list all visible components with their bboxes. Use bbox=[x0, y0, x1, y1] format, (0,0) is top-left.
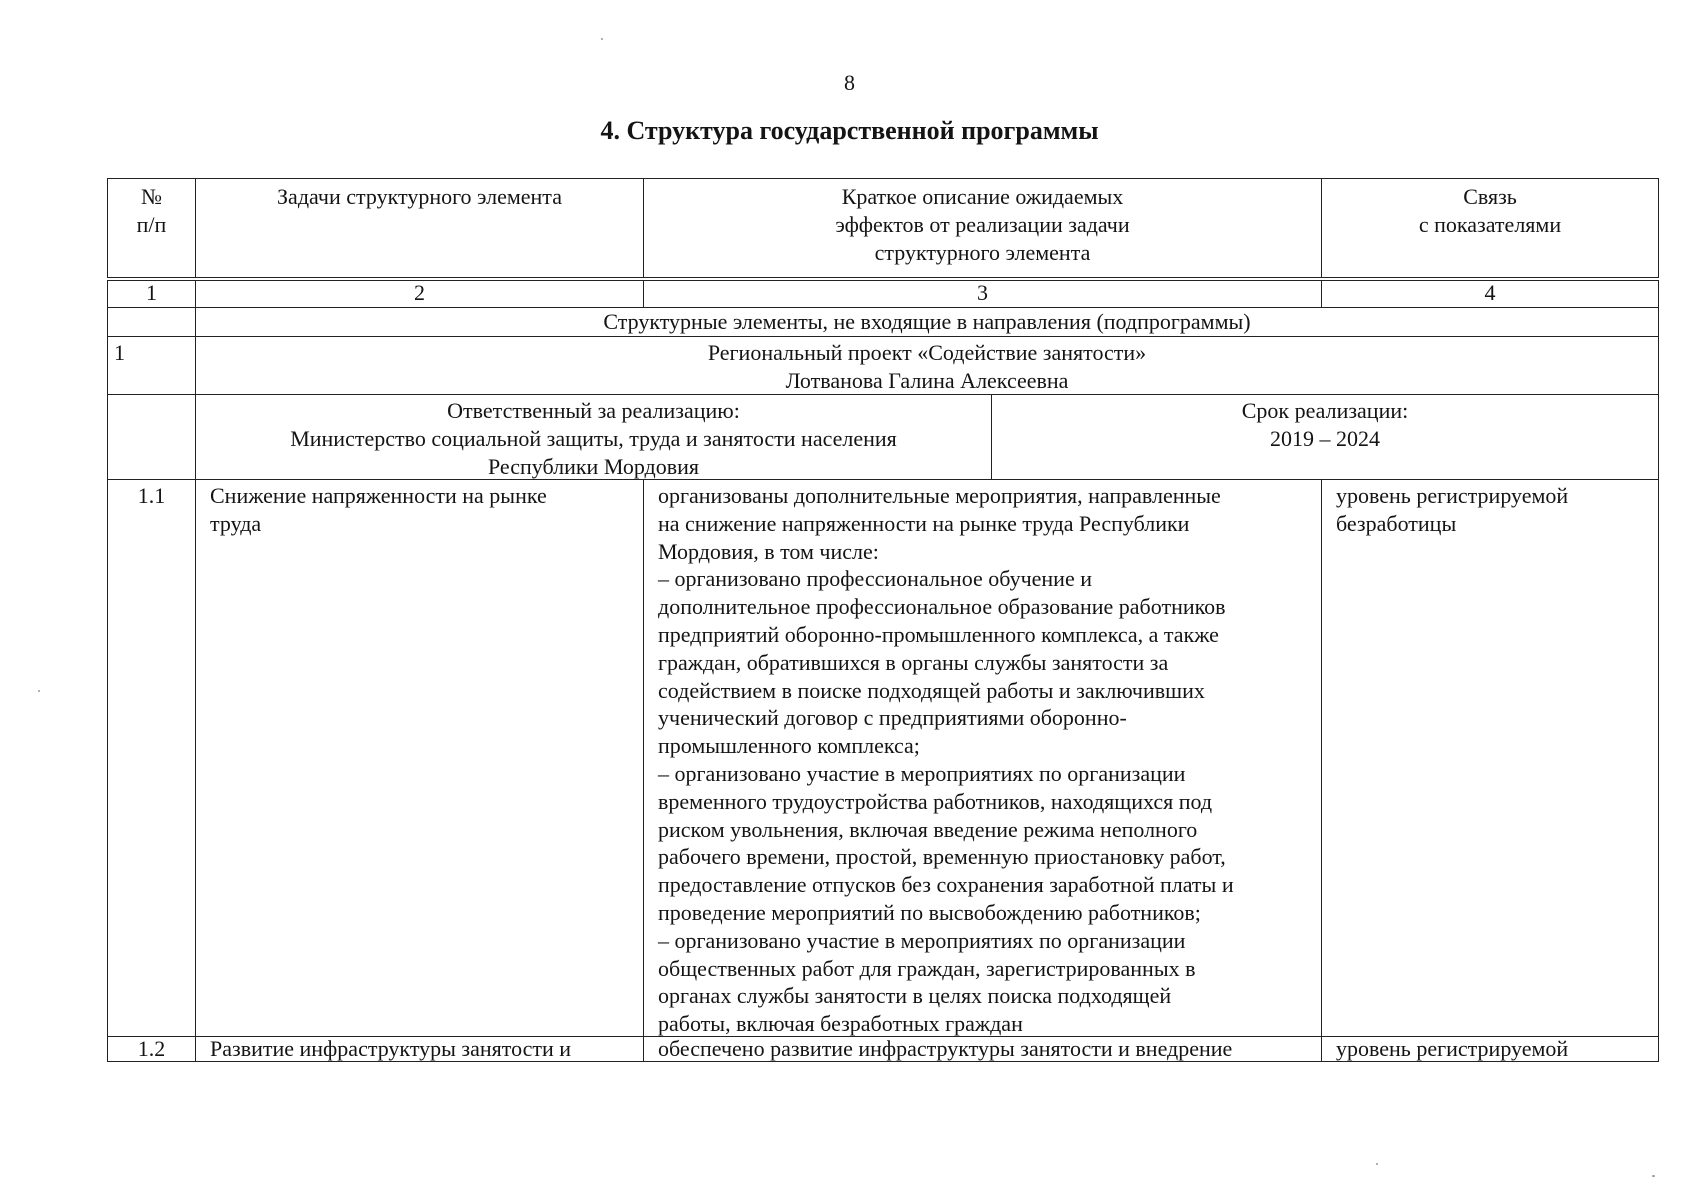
numbering-cell: 4 bbox=[1321, 280, 1659, 308]
header-cell-task bbox=[195, 178, 644, 278]
responsible-label: Ответственный за реализацию: bbox=[447, 398, 740, 423]
header-indicators-line: с показателями bbox=[1418, 211, 1562, 237]
term-label: Срок реализации: bbox=[1241, 398, 1409, 423]
effect-line: риском увольнения, включая введение режима неполного bbox=[658, 816, 1198, 842]
effect-line: Мордовия, в том числе: bbox=[658, 538, 879, 564]
effect-line: промышленного комплекса; bbox=[658, 733, 920, 759]
scan-speck bbox=[1652, 1175, 1655, 1177]
effect-line: дополнительное профессиональное образование работников bbox=[658, 594, 1226, 620]
header-task-label: Задачи структурного элемента bbox=[277, 184, 562, 209]
header-cell-indicators bbox=[1321, 178, 1659, 278]
numbering-cell: 1 bbox=[107, 280, 196, 308]
header-effects-line: Краткое описание ожидаемых bbox=[841, 184, 1124, 209]
scan-speck bbox=[601, 38, 603, 40]
effect-line: работы, включая безработных граждан bbox=[658, 1011, 1023, 1037]
header-indicators-line: Связь bbox=[1463, 184, 1517, 209]
effect-line: – организовано профессиональное обучение и bbox=[658, 566, 1092, 592]
header-number-line: № bbox=[141, 184, 162, 209]
page-number: 8 bbox=[844, 70, 855, 95]
effect-line: обеспечено развитие инфраструктуры занятости и внедрение bbox=[658, 1036, 1233, 1061]
project-title-cell bbox=[195, 336, 1659, 395]
row-effects bbox=[643, 1036, 1322, 1062]
effect-line: временного трудоустройства работников, находящихся под bbox=[658, 788, 1213, 814]
term-value: 2019 – 2024 bbox=[1270, 425, 1380, 451]
section-heading: Структурные элементы, не входящие в направления (подпрограммы) bbox=[195, 307, 1659, 337]
row-indicators bbox=[1321, 479, 1659, 1037]
effect-line: предприятий оборонно-промышленного комплекса, а также bbox=[658, 621, 1219, 647]
scan-speck bbox=[38, 690, 40, 692]
header-number-line: п/п bbox=[136, 211, 167, 237]
effect-line: проведение мероприятий по высвобождению работников; bbox=[658, 899, 1201, 925]
row-task bbox=[195, 1036, 644, 1062]
effect-line: рабочего времени, простой, временную приостановку работ, bbox=[658, 844, 1226, 870]
indicator-line: безработицы bbox=[1336, 510, 1457, 536]
effect-line: организованы дополнительные мероприятия, направленные bbox=[658, 483, 1221, 508]
responsible-cell bbox=[195, 394, 992, 480]
indicator-line: уровень регистрируемой bbox=[1336, 483, 1569, 508]
term-cell bbox=[991, 394, 1659, 480]
effect-line: граждан, обратившихся в органы службы занятости за bbox=[658, 649, 1169, 675]
row-effects bbox=[643, 479, 1322, 1037]
responsible-number-cell bbox=[107, 394, 196, 480]
task-line: труда bbox=[210, 510, 262, 536]
header-effects-line: структурного элемента bbox=[874, 239, 1091, 265]
scan-speck bbox=[1376, 1163, 1378, 1165]
row-number: 1.1 bbox=[107, 479, 196, 1037]
task-line: Снижение напряженности на рынке bbox=[210, 483, 547, 508]
header-cell-effects bbox=[643, 178, 1322, 278]
effect-line: – организовано участие в мероприятиях по организации bbox=[658, 760, 1186, 786]
effect-line: содействием в поиске подходящей работы и заключивших bbox=[658, 677, 1205, 703]
header-cell-number bbox=[107, 178, 196, 278]
structure-table bbox=[107, 178, 1659, 1062]
effect-line: предоставление отпусков без сохранения заработной платы и bbox=[658, 872, 1234, 898]
row-indicators bbox=[1321, 1036, 1659, 1062]
project-leader: Лотванова Галина Алексеевна bbox=[785, 367, 1069, 393]
effect-line: органах службы занятости в целях поиска подходящей bbox=[658, 983, 1172, 1009]
responsible-org: Республики Мордовия bbox=[487, 453, 700, 479]
page-title: 4. Структура государственной программы bbox=[600, 116, 1099, 145]
project-number: 1 bbox=[107, 336, 196, 395]
effect-line: на снижение напряженности на рынке труда Республики bbox=[658, 510, 1190, 536]
row-number: 1.2 bbox=[107, 1036, 196, 1062]
section-number-cell bbox=[107, 307, 196, 337]
project-name: Региональный проект «Содействие занятости» bbox=[707, 340, 1147, 365]
indicator-line: уровень регистрируемой bbox=[1336, 1036, 1569, 1061]
responsible-org: Министерство социальной защиты, труда и занятости населения bbox=[290, 425, 897, 451]
effect-line: – организовано участие в мероприятиях по организации bbox=[658, 927, 1186, 953]
effect-line: общественных работ для граждан, зарегистрированных в bbox=[658, 955, 1196, 981]
task-line: Развитие инфраструктуры занятости и bbox=[210, 1036, 572, 1061]
numbering-cell: 2 bbox=[195, 280, 644, 308]
header-effects-line: эффектов от реализации задачи bbox=[835, 211, 1130, 237]
numbering-cell: 3 bbox=[643, 280, 1322, 308]
effect-line: ученический договор с предприятиями оборонно- bbox=[658, 705, 1127, 731]
row-task bbox=[195, 479, 644, 1037]
